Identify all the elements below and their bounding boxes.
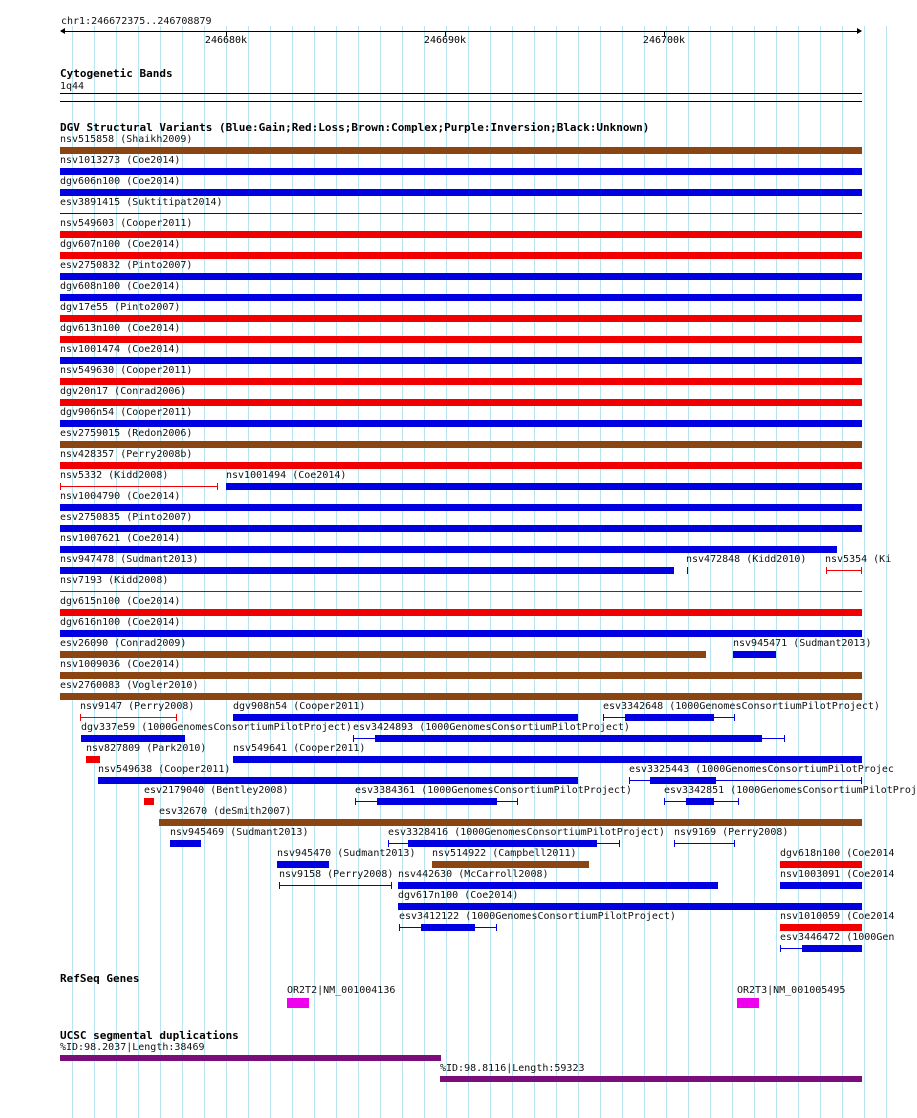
variant-label: nsv1004790 (Coe2014) [60, 491, 181, 502]
variant-bar [60, 147, 862, 154]
variant-bar [60, 252, 862, 259]
variant-span-line [80, 717, 177, 718]
variant-label: nsv9158 (Perry2008) [279, 869, 394, 880]
variant-bar [780, 924, 862, 931]
variant-bar [60, 315, 862, 322]
variant-end-tick [399, 924, 400, 931]
variant-label: nsv945471 (Sudmant2013) [733, 638, 872, 649]
variant-label: dgv337e59 (1000GenomesConsortiumPilotProject) [81, 722, 352, 733]
variant-bar [277, 861, 329, 868]
variant-bar [170, 840, 201, 847]
variant-label: esv3446472 (1000Gen [780, 932, 895, 943]
variant-label: nsv472848 (Kidd2010) [686, 554, 807, 565]
variant-bar [686, 798, 714, 805]
variant-end-tick [826, 567, 827, 574]
variant-label: esv2179040 (Bentley2008) [144, 785, 289, 796]
cytoband-bottom-line [60, 101, 862, 102]
variant-bar [233, 756, 862, 763]
variant-label: esv3412122 (1000GenomesConsortiumPilotProject) [399, 911, 676, 922]
variant-end-tick [391, 882, 392, 889]
variant-label: nsv549630 (Cooper2011) [60, 365, 193, 376]
variant-label: nsv9147 (Perry2008) [80, 701, 195, 712]
variant-bar [226, 483, 862, 490]
variant-label: esv2759015 (Redon2006) [60, 428, 193, 439]
variant-end-tick [780, 945, 781, 952]
variant-label: nsv5332 (Kidd2008) [60, 470, 169, 481]
variant-bar [60, 462, 862, 469]
variant-end-tick [80, 714, 81, 721]
variant-label: nsv9169 (Perry2008) [674, 827, 789, 838]
variant-label: nsv1013273 (Coe2014) [60, 155, 181, 166]
variant-label: nsv442630 (McCarroll2008) [398, 869, 549, 880]
variant-end-tick [861, 567, 862, 574]
variant-bar [60, 630, 862, 637]
variant-bar [802, 945, 862, 952]
variant-bar [81, 735, 185, 742]
variant-bar [60, 672, 862, 679]
variant-label: dgv17e55 (Pinto2007) [60, 302, 181, 313]
variant-label: dgv20n17 (Conrad2006) [60, 386, 187, 397]
variant-label: dgv615n100 (Coe2014) [60, 596, 181, 607]
variant-bar [98, 777, 578, 784]
variant-bar [60, 357, 862, 364]
variant-end-tick [176, 714, 177, 721]
variant-end-tick [496, 924, 497, 931]
variant-bar [421, 924, 475, 931]
variant-label: nsv514922 (Campbell2011) [432, 848, 577, 859]
variant-bar [60, 294, 862, 301]
variant-end-tick [687, 567, 688, 574]
variant-label: esv26090 (Conrad2009) [60, 638, 187, 649]
track-title-dgv: DGV Structural Variants (Blue:Gain;Red:Loss;Brown:Complex;Purple:Inversion;Black:Unknown) [60, 121, 650, 134]
variant-label: dgv616n100 (Coe2014) [60, 617, 181, 628]
segdup-bar [440, 1076, 862, 1082]
variant-label: nsv827809 (Park2010) [86, 743, 207, 754]
variant-end-tick [629, 777, 630, 784]
variant-label: nsv945470 (Sudmant2013) [277, 848, 416, 859]
variant-label: dgv617n100 (Coe2014) [398, 890, 519, 901]
variant-end-tick [734, 714, 735, 721]
ruler-tick-label: 246700k [642, 35, 686, 46]
variant-bar [60, 168, 862, 175]
variant-label: dgv613n100 (Coe2014) [60, 323, 181, 334]
track-title-segdups: UCSC segmental duplications [60, 1029, 239, 1042]
variant-bar [159, 819, 862, 826]
variant-label: esv2760083 (Vogler2010) [60, 680, 199, 691]
location-label: chr1:246672375..246708879 [61, 16, 212, 27]
variant-bar [377, 798, 497, 805]
variant-end-tick [861, 777, 862, 784]
variant-label: esv32670 (deSmith2007) [159, 806, 292, 817]
variant-bar [398, 882, 718, 889]
variant-end-tick [60, 483, 61, 490]
variant-end-tick [664, 798, 665, 805]
variant-label: nsv549603 (Cooper2011) [60, 218, 193, 229]
variant-bar [60, 189, 862, 196]
variant-end-tick [388, 840, 389, 847]
variant-label: nsv947478 (Sudmant2013) [60, 554, 199, 565]
variant-bar [60, 504, 862, 511]
variant-end-tick [353, 735, 354, 742]
variant-label: esv3384361 (1000GenomesConsortiumPilotProject) [355, 785, 632, 796]
variant-end-tick [619, 840, 620, 847]
variant-bar [60, 378, 862, 385]
variant-bar [408, 840, 597, 847]
variant-bar [432, 861, 589, 868]
variant-bar [60, 525, 862, 532]
variant-label: dgv908n54 (Cooper2011) [233, 701, 366, 712]
variant-label: esv2750835 (Pinto2007) [60, 512, 193, 523]
variant-label: nsv7193 (Kidd2008) [60, 575, 169, 586]
variant-label: esv3891415 (Suktitipat2014) [60, 197, 223, 208]
variant-bar [60, 546, 837, 553]
gene-exon-box [737, 998, 759, 1008]
variant-label: nsv1010059 (Coe2014 [780, 911, 895, 922]
track-title-refseq: RefSeq Genes [60, 972, 140, 985]
variant-span-line [60, 486, 218, 487]
variant-bar [398, 903, 862, 910]
variant-span-line [60, 591, 862, 592]
variant-label: dgv618n100 (Coe2014 [780, 848, 895, 859]
variant-bar [86, 756, 100, 763]
variant-bar [60, 567, 674, 574]
variant-end-tick [217, 483, 218, 490]
variant-bar [60, 336, 862, 343]
variant-label: nsv1007621 (Coe2014) [60, 533, 181, 544]
gene-exon-box [287, 998, 309, 1008]
ruler-axis [61, 31, 861, 32]
variant-bar [144, 798, 154, 805]
variant-span-line [279, 885, 392, 886]
variant-bar [60, 609, 862, 616]
variant-label: esv3342851 (1000GenomesConsortiumPilotProj [664, 785, 917, 796]
variant-label: dgv608n100 (Coe2014) [60, 281, 181, 292]
variant-bar [60, 231, 862, 238]
variant-label: nsv1001474 (Coe2014) [60, 344, 181, 355]
variant-span-line [60, 213, 862, 214]
variant-label: nsv5354 (Ki [825, 554, 892, 565]
variant-label: nsv1001494 (Coe2014) [226, 470, 347, 481]
track-title-cytobands: Cytogenetic Bands [60, 67, 173, 80]
variant-bar [650, 777, 716, 784]
variant-end-tick [738, 798, 739, 805]
variant-bar [60, 420, 862, 427]
segdup-label: %ID:98.2037|Length:38469 [60, 1042, 205, 1053]
variant-end-tick [674, 840, 675, 847]
grid-line [864, 26, 865, 1118]
variant-bar [233, 714, 578, 721]
grid-line [886, 26, 887, 1118]
scroll-left-arrow-icon[interactable] [60, 28, 65, 34]
variant-label: esv3328416 (1000GenomesConsortiumPilotProject) [388, 827, 665, 838]
variant-bar [780, 882, 862, 889]
ruler-tick-label: 246680k [204, 35, 248, 46]
variant-label: nsv1009036 (Coe2014) [60, 659, 181, 670]
variant-label: nsv549638 (Cooper2011) [98, 764, 231, 775]
variant-end-tick [517, 798, 518, 805]
variant-label: dgv906n54 (Cooper2011) [60, 407, 193, 418]
variant-label: nsv549641 (Cooper2011) [233, 743, 366, 754]
cytoband-top-line [60, 93, 862, 94]
segdup-label: %ID:98.8116|Length:59323 [440, 1063, 585, 1074]
gene-label: OR2T2|NM_001004136 [287, 985, 396, 996]
scroll-right-arrow-icon[interactable] [857, 28, 862, 34]
variant-span-line [826, 570, 862, 571]
variant-label: esv3424893 (1000GenomesConsortiumPilotProject) [353, 722, 630, 733]
variant-label: nsv428357 (Perry2008b) [60, 449, 193, 460]
variant-bar [60, 441, 862, 448]
variant-label: nsv945469 (Sudmant2013) [170, 827, 309, 838]
variant-end-tick [734, 840, 735, 847]
variant-bar [60, 273, 862, 280]
variant-label: esv2750832 (Pinto2007) [60, 260, 193, 271]
variant-label: dgv607n100 (Coe2014) [60, 239, 181, 250]
segdup-bar [60, 1055, 441, 1061]
variant-label: nsv515858 (Shaikh2009) [60, 134, 193, 145]
variant-bar [60, 651, 706, 658]
variant-label: nsv1003091 (Coe2014 [780, 869, 895, 880]
gene-label: OR2T3|NM_001005495 [737, 985, 846, 996]
cytoband-label: 1q44 [60, 81, 85, 92]
variant-bar [780, 861, 862, 868]
variant-bar [625, 714, 714, 721]
variant-end-tick [784, 735, 785, 742]
variant-end-tick [279, 882, 280, 889]
variant-label: esv3342648 (1000GenomesConsortiumPilotProject) [603, 701, 880, 712]
variant-end-tick [355, 798, 356, 805]
variant-span-line [674, 843, 735, 844]
variant-label: dgv606n100 (Coe2014) [60, 176, 181, 187]
ruler-tick-label: 246690k [423, 35, 467, 46]
variant-label: esv3325443 (1000GenomesConsortiumPilotProjec [629, 764, 894, 775]
variant-bar [60, 399, 862, 406]
variant-bar [375, 735, 762, 742]
variant-bar [60, 693, 862, 700]
variant-bar [733, 651, 776, 658]
variant-end-tick [603, 714, 604, 721]
